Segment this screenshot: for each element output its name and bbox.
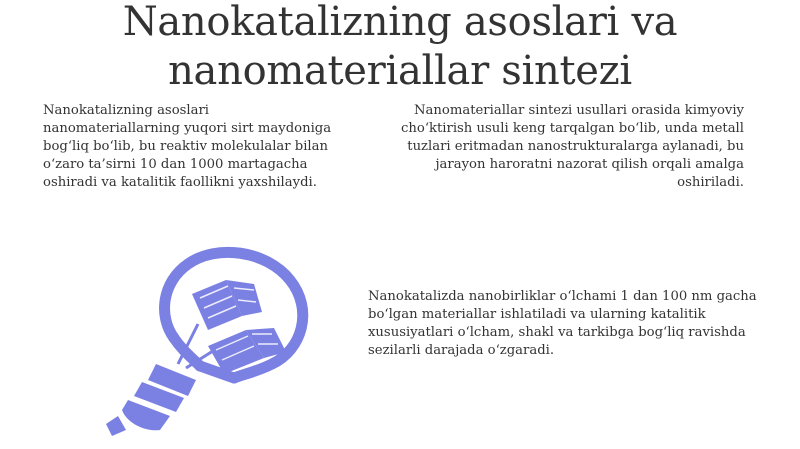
paragraph-right: Nanomateriallar sintezi usullari orasida kimyoviy cho‘ktirish usuli keng tarqalgan bo‘lib, unda metall tuzlari eritmadan nanostrukturalarga aylanadi, bu jarayon haroratni nazorat qilish orqali amalga oshiriladi. <box>401 103 744 190</box>
slide-title-line-2: nanomateriallar sintezi <box>168 48 632 94</box>
lightbulb-books-icon <box>96 246 328 438</box>
slide-title <box>40 0 760 96</box>
slide-title-line-1: Nanokatalizning asoslari va <box>122 0 678 45</box>
paragraph-bottom: Nanokatalizda nanobirliklar o‘lchami 1 dan 100 nm gacha bo‘lgan materiallar ishlatiladi va ularning katalitik xususiyatlari o‘lcham, shakl va tarkibga bog‘liq ravishda sezilarli darajada o‘zgaradi. <box>368 289 757 358</box>
paragraph-left: Nanokatalizning asoslari nanomateriallarning yuqori sirt maydoniga bog‘liq bo‘lib, bu reaktiv molekulalar bilan o‘zaro ta’sirni 10 dan 1000 martagacha oshiradi va katalitik faollikni yaxshilaydi. <box>43 103 332 190</box>
